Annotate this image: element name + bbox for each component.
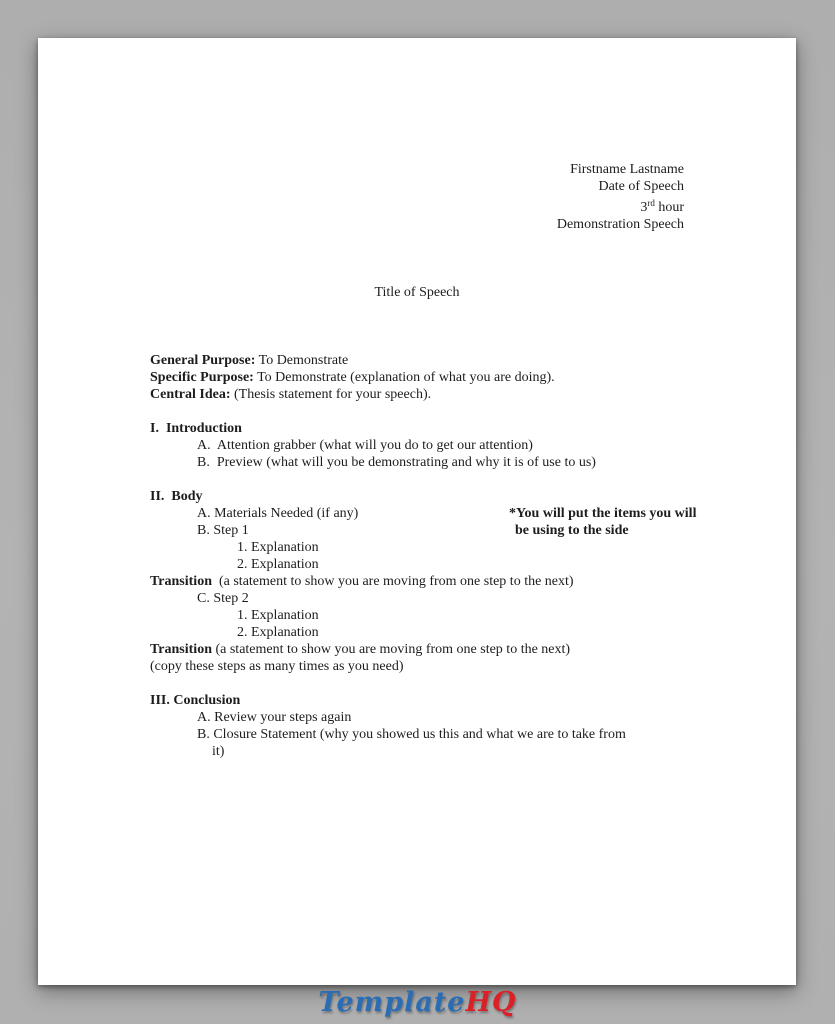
header-line: Firstname Lastname	[570, 162, 684, 177]
outline-line: General Purpose: To Demonstrate	[150, 353, 349, 368]
outline-line: II. Body	[150, 489, 203, 504]
outline-line: A. Attention grabber (what will you do to get our attention)	[197, 438, 533, 453]
outline-line: B. Closure Statement (why you showed us this and what we are to take from	[197, 727, 626, 742]
outline-line: 1. Explanation	[237, 540, 319, 555]
outline-line: Transition (a statement to show you are moving from one step to the next)	[150, 574, 574, 589]
outline-line: A. Materials Needed (if any) *You will put the items you will be using to the side	[197, 505, 684, 522]
header-line: Demonstration Speech	[556, 217, 684, 232]
outline-line: Central Idea: (Thesis statement for your speech).	[150, 387, 432, 402]
outline-line: III. Conclusion	[150, 693, 241, 708]
document-page	[38, 38, 796, 985]
speech-outline	[150, 352, 697, 760]
outline-line: B. Preview (what will you be demonstrating and why it is of use to us)	[197, 455, 596, 470]
outline-line: C. Step 2	[197, 591, 249, 606]
outline-line: B. Step 1	[197, 523, 249, 538]
outline-line: (copy these steps as many times as you need)	[150, 659, 404, 674]
document-header	[150, 161, 684, 233]
outline-line: 2. Explanation	[237, 625, 319, 640]
outline-line: it)	[212, 744, 225, 759]
document-title: Title of Speech	[374, 285, 460, 300]
logo-template-text: Template	[318, 987, 466, 1018]
outline-line: I. Introduction	[150, 421, 242, 436]
outline-line: Specific Purpose: To Demonstrate (explanation of what you are doing).	[150, 370, 555, 385]
outline-line: 2. Explanation	[237, 557, 319, 572]
side-note: *You will put the items you will be using to the side	[509, 506, 697, 538]
header-line: Date of Speech	[598, 179, 684, 194]
header-line: 3rd hour	[640, 198, 684, 215]
outline-line: Transition (a statement to show you are moving from one step to the next)	[150, 642, 571, 657]
outline-line: A. Review your steps again	[197, 710, 352, 725]
templatehq-logo	[0, 986, 835, 1020]
document-content	[150, 127, 697, 794]
logo-hq-text: HQ	[465, 987, 517, 1018]
outline-line: 1. Explanation	[237, 608, 319, 623]
